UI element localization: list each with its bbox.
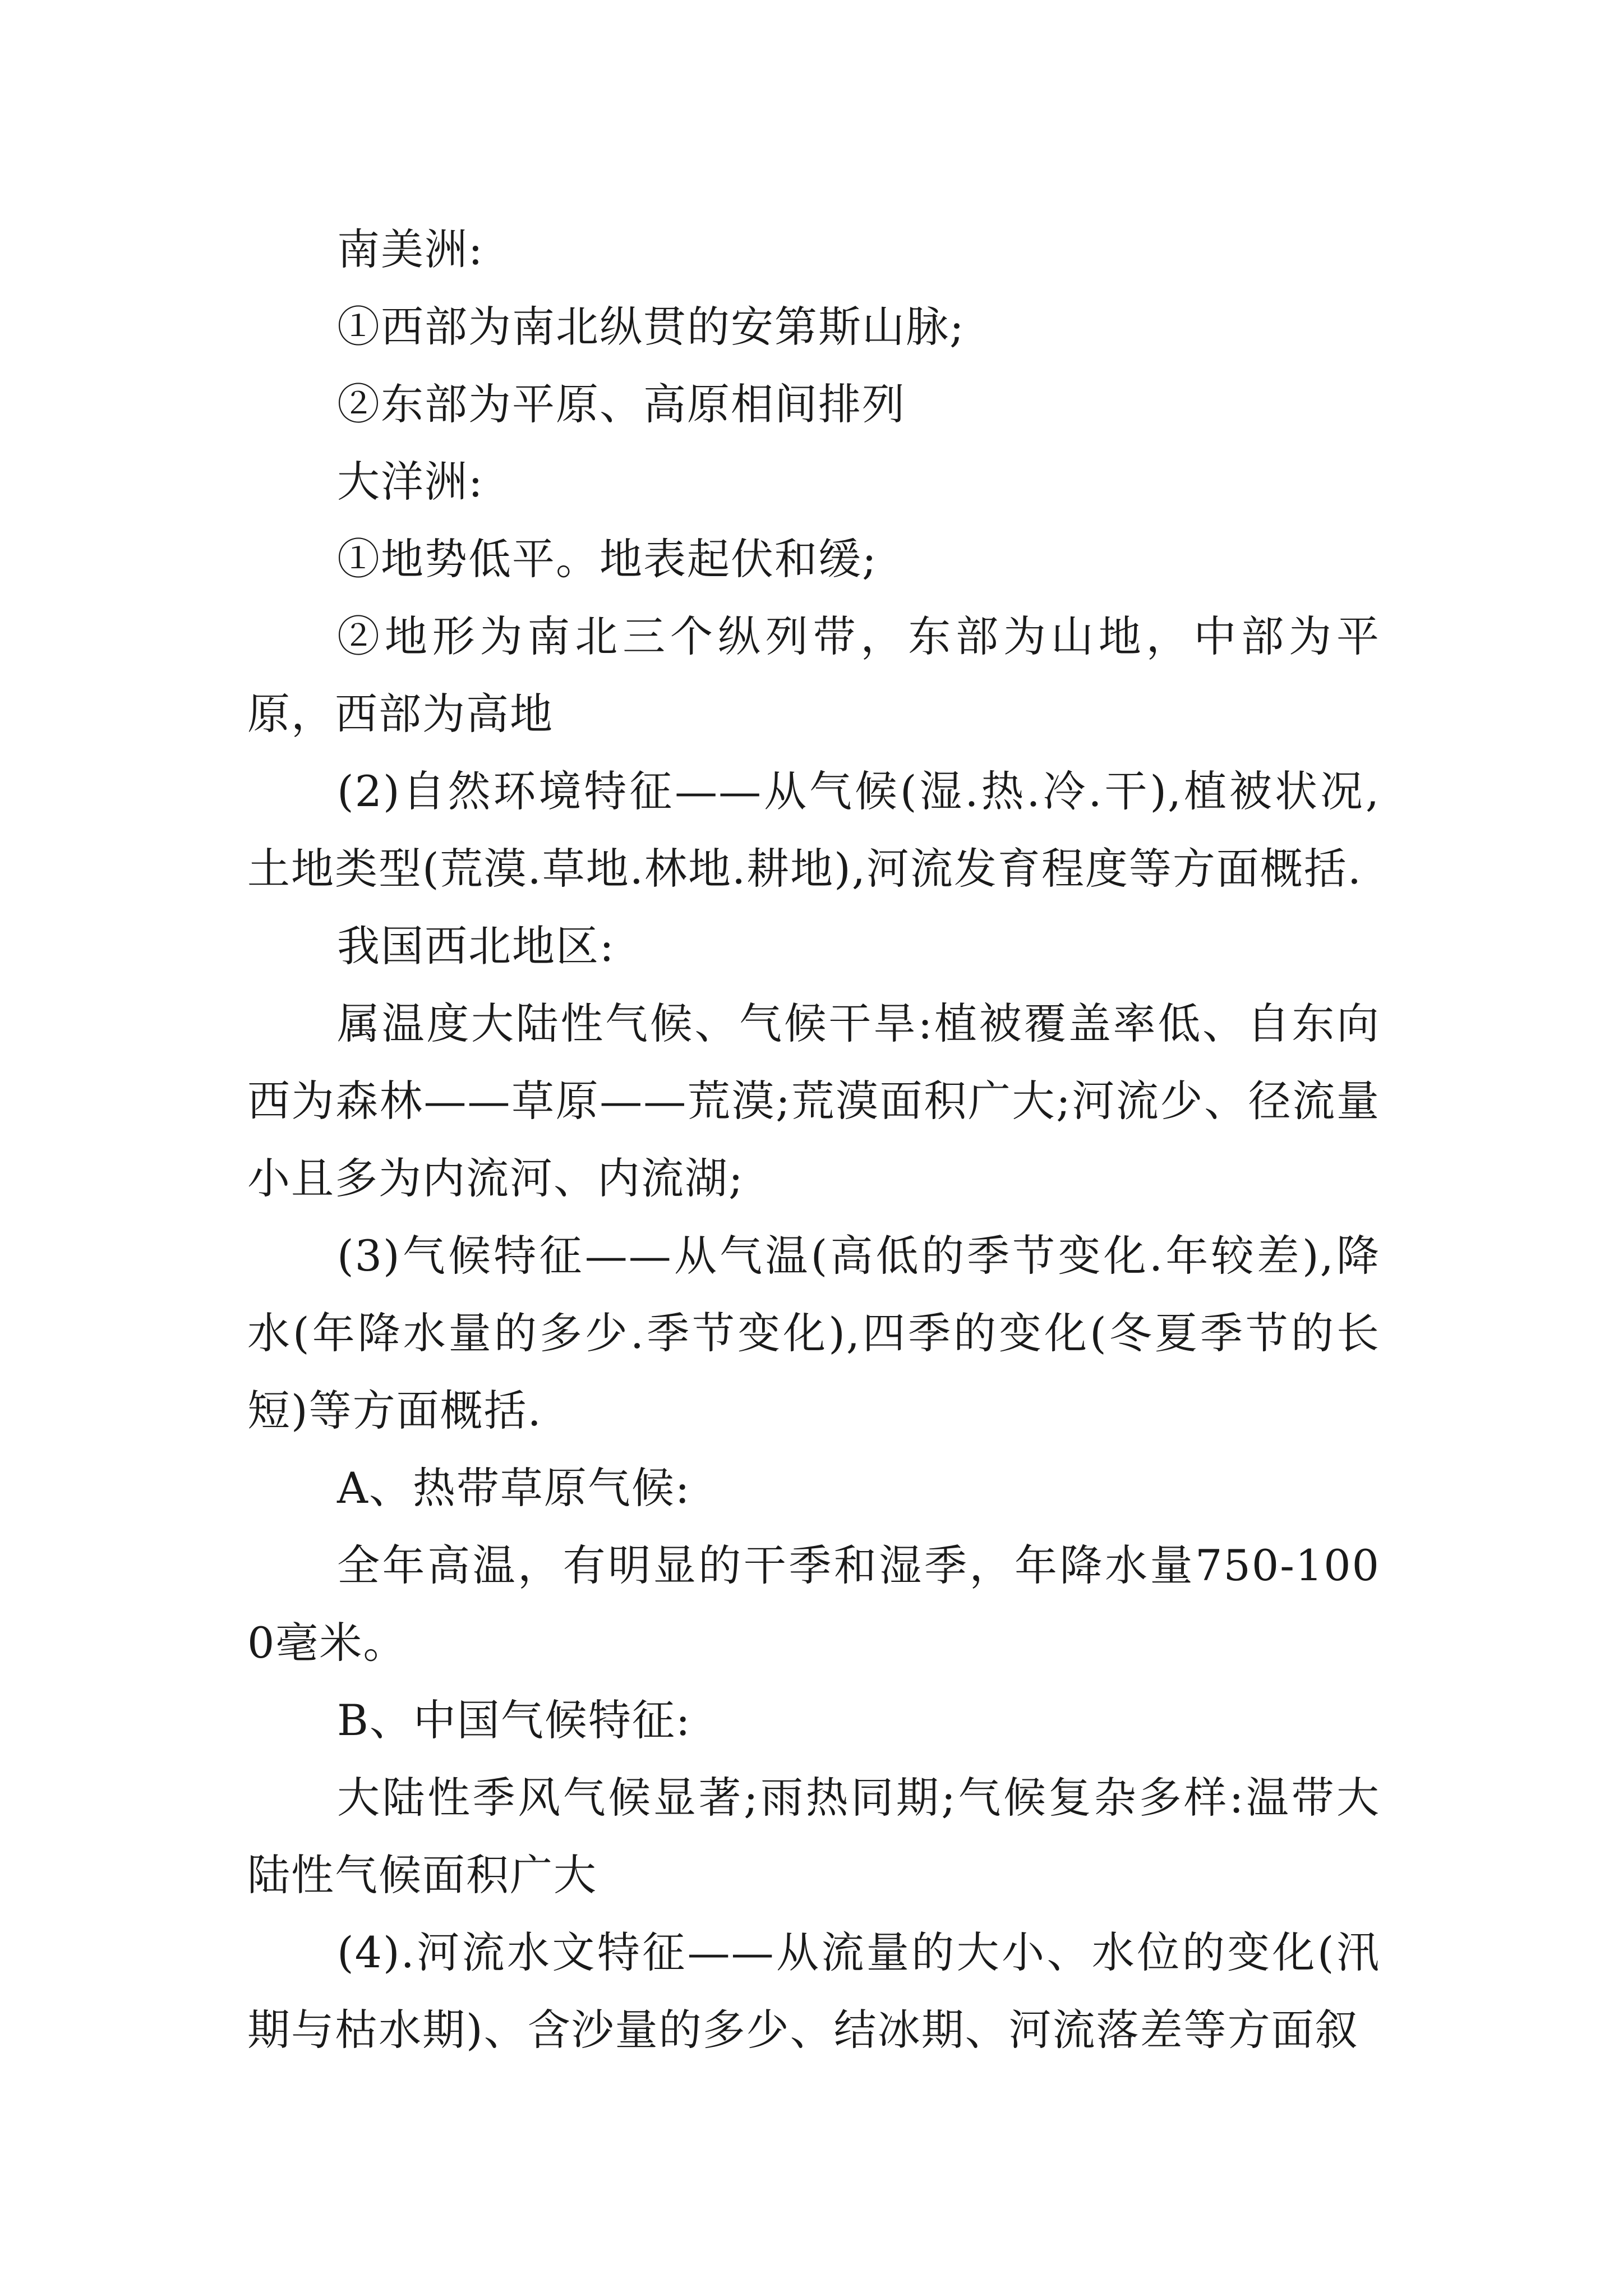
paragraph: ①地势低平。地表起伏和缓; [337,534,878,584]
paragraph: (2)自然环境特征——从气候(湿.热.冷.干),植被状况,土地类型(荒漠.草地.林地.耕地),河流发育程度等方面概括. [247,766,1380,894]
paragraph: A、热带草原气候: [337,1463,691,1513]
paragraph: (3)气候特征——从气温(高低的季节变化.年较差),降水(年降水量的多少.季节变化),四季的变化(冬夏季节的长短)等方面概括. [247,1231,1380,1435]
paragraph: 属温度大陆性气候、气候干旱:植被覆盖率低、自东向西为森林——草原——荒漠;荒漠面积广大;河流少、径流量小且多为内流河、内流湖; [247,999,1380,1203]
paragraph: B、中国气候特征: [337,1695,691,1745]
paragraph: ②地形为南北三个纵列带，东部为山地，中部为平原，西部为高地 [247,611,1380,739]
paragraph: 全年高温，有明显的干季和湿季，年降水量750-1000毫米。 [247,1540,1380,1668]
paragraph: ①西部为南北纵贯的安第斯山脉; [337,302,965,352]
paragraph: (4).河流水文特征——从流量的大小、水位的变化(汛期与枯水期)、含沙量的多少、结冰期、河流落差等方面叙 [247,1927,1380,2055]
paragraph: 大洋洲: [337,457,484,507]
paragraph: 南美洲: [337,224,484,274]
paragraph: 大陆性季风气候显著;雨热同期;气候复杂多样:温带大陆性气候面积广大 [247,1773,1380,1900]
paragraph: ②东部为平原、高原相间排列 [337,379,906,429]
paragraph: 我国西北地区: [337,921,615,971]
document-body [247,211,1380,2069]
